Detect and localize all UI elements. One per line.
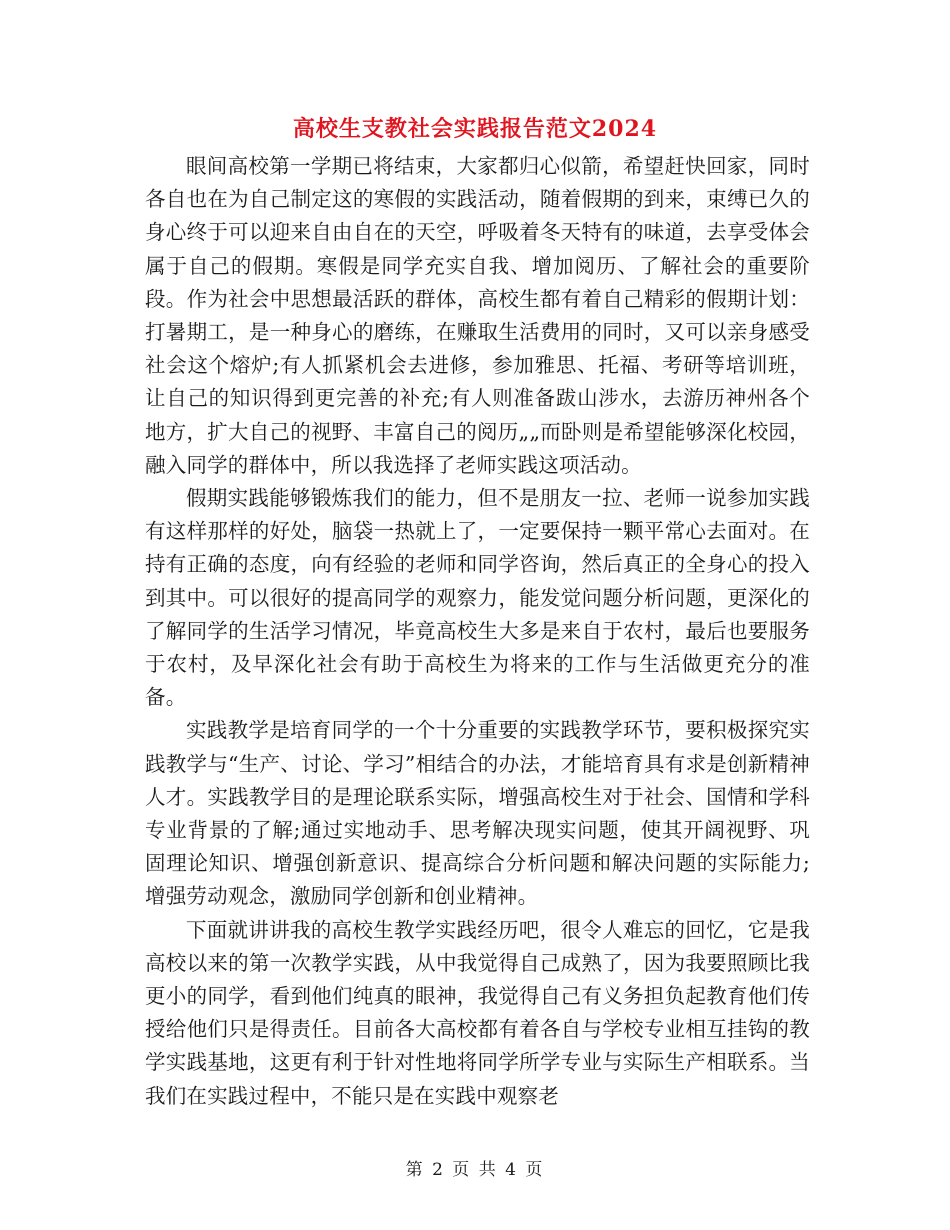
document-title: 高校生支教社会实践报告范文2024 [292,116,658,142]
document-body [145,150,810,1113]
paragraph-1: 眼间高校第一学期已将结束，大家都归心似箭，希望赶快回家，同时各自也在为自己制定这的寒假的实践活动，随着假期的到来，束缚已久的身心终于可以迎来自由自在的天空，呼吸着冬天特有的味道，去享受体会属于自己的假期。寒假是同学充实自我、增加阅历、了解社会的重要阶段。作为社会中思想最活跃的群体，高校生都有着自己精彩的假期计划：打暑期工，是一种身心的磨练，在赚取生活费用的同时，又可以亲身感受社会这个熔炉;有人抓紧机会去进修，参加雅思、托福、考研等培训班，让自己的知识得到更完善的补充;有人则准备跋山涉水，去游历神州各个地方，扩大自己的视野、丰富自己的阅历„„而卧则是希望能够深化校园，融入同学的群体中，所以我选择了老师实践这项活动。 [145,154,810,477]
paragraph-3: 实践教学是培育同学的一个十分重要的实践教学环节，要积极探究实践教学与“生产、讨论、学习”相结合的办法，才能培育具有求是创新精神人才。实践教学目的是理论联系实际，增强高校生对于社会、国情和学科专业背景的了解;通过实地动手、思考解决现实问题，使其开阔视野、巩固理论知识、增强创新意识、提高综合分析问题和解决问题的实际能力;增强劳动观念，激励同学创新和创业精神。 [145,718,810,909]
paragraph-4: 下面就讲讲我的高校生教学实践经历吧，很令人难忘的回忆，它是我高校以来的第一次教学实践，从中我觉得自己成熟了，因为我要照顾比我更小的同学，看到他们纯真的眼神，我觉得自己有义务担负起教育他们传授给他们只是得责任。目前各大高校都有着各自与学校专业相互挂钩的教学实践基地，这更有利于针对性地将同学所学专业与实际生产相联系。当我们在实践过程中，不能只是在实践中观察老 [145,917,810,1108]
paragraph-2: 假期实践能够锻炼我们的能力，但不是朋友一拉、老师一说参加实践有这样那样的好处，脑袋一热就上了，一定要保持一颗平常心去面对。在持有正确的态度，向有经验的老师和同学咨询，然后真正的全身心的投入到其中。可以很好的提高同学的观察力，能发觉问题分析问题，更深化的了解同学的生活学习情况，毕竟高校生大多是来自于农村，最后也要服务于农村，及早深化社会有助于高校生为将来的工作与生活做更充分的准备。 [145,486,810,710]
page-footer: 第 2 页 共 4 页 [405,1160,545,1180]
